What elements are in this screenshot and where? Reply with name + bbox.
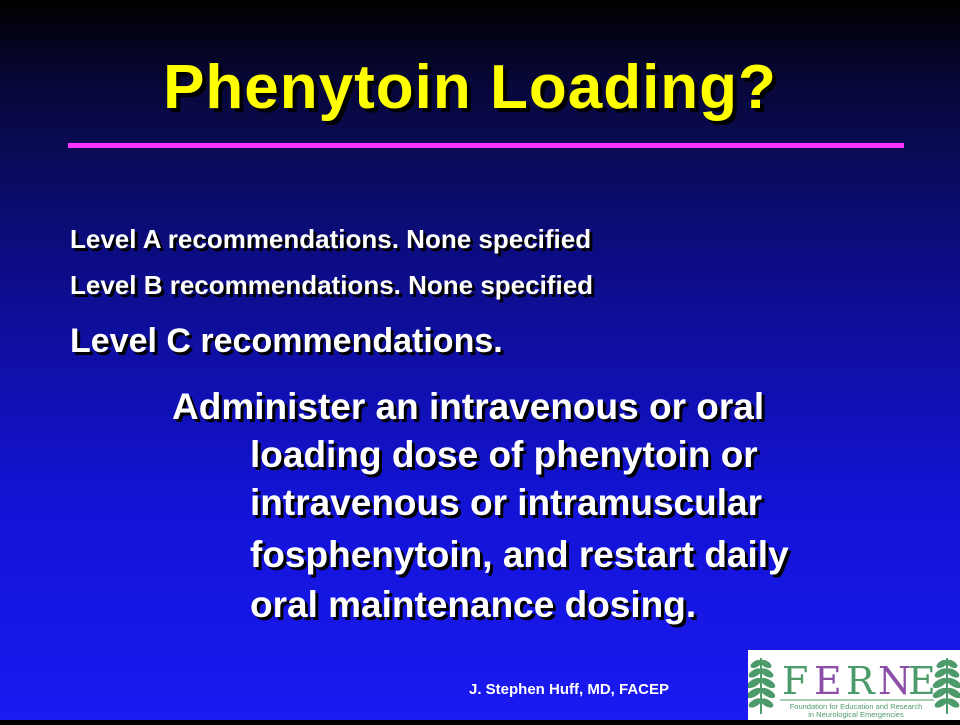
recommendation-line: fosphenytoin, and restart daily [250, 534, 789, 575]
ferne-logo-graphic [748, 650, 960, 720]
recommendation-line: intravenous or intramuscular [250, 482, 762, 523]
level-c-heading: Level C recommendations. [70, 322, 503, 360]
logo-letter: R [846, 659, 875, 703]
logo-tagline-2: in Neurological Emergencies [808, 710, 904, 719]
logo-letter: E [814, 659, 842, 703]
ferne-logo [748, 650, 960, 720]
logo-letter: E [908, 659, 936, 703]
recommendation-line: loading dose of phenytoin or [250, 434, 758, 475]
title-divider [68, 143, 904, 148]
fern-left-icon [748, 658, 775, 714]
recommendation-line: Administer an intravenous or oral [172, 386, 765, 427]
logo-letter: N [878, 659, 912, 703]
level-a-text: Level A recommendations. None specified [70, 224, 592, 254]
logo-tagline-1: Foundation for Education and Research [789, 702, 923, 711]
fern-right-icon [933, 658, 960, 714]
logo-letter: F [782, 659, 809, 703]
author-credit: J. Stephen Huff, MD, FACEP [469, 681, 670, 698]
level-b-text: Level B recommendations. None specified [70, 270, 594, 300]
recommendation-line: oral maintenance dosing. [250, 584, 697, 625]
slide-title: Phenytoin Loading? [163, 53, 777, 122]
